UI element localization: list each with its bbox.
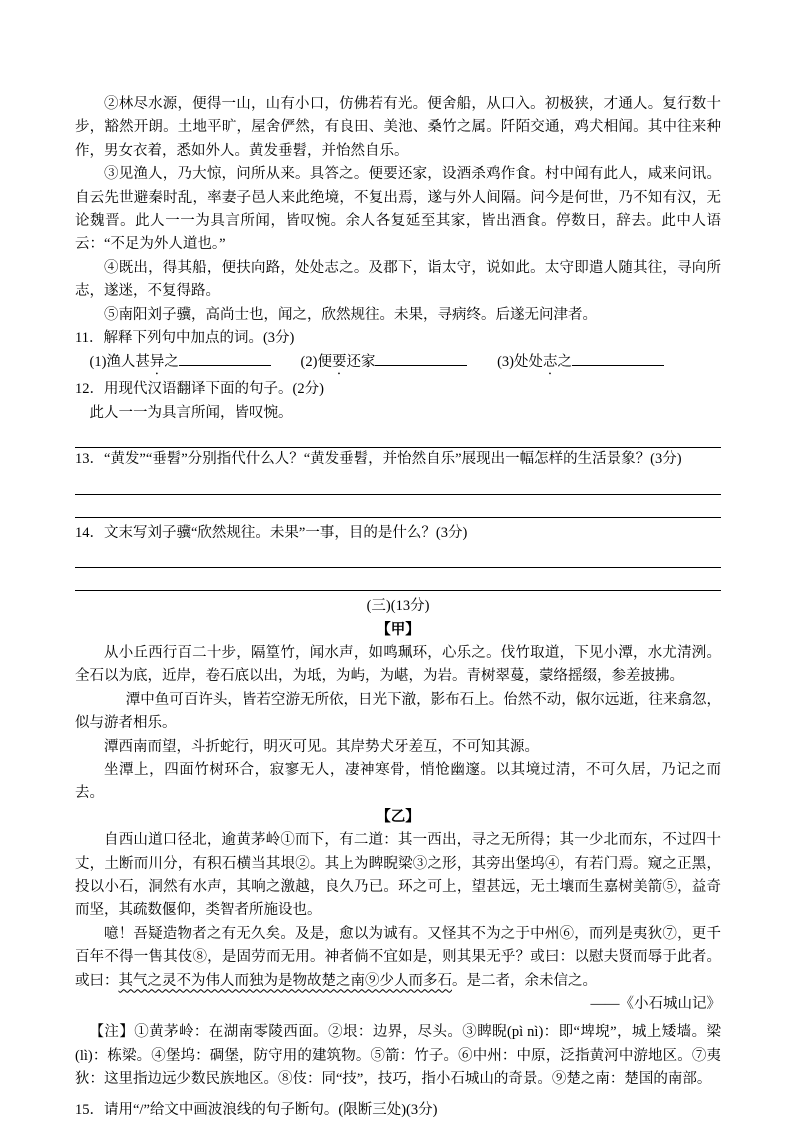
exam-content — [75, 93, 721, 1122]
q11-item-2-dotted-word: 要 — [331, 354, 347, 371]
q11-item-1-pre: (1)渔人甚 — [89, 354, 150, 371]
answer-line — [75, 545, 721, 568]
yi-paragraph-1: 自西山道口径北，逾黄茅岭①而下，有二道：其一西出，寻之无所得；其一少北而东，不过四十丈，土断而川分，有积石横当其垠②。其上为睥睨梁③之形，其旁出堡坞④，有若门焉。窥之正黑，投以小石，洞然有水声，其响之激越，良久乃已。环之可上，望甚远，无土壤而生嘉树美箭⑤，益奇而坚，其疏数偃仰，类智者所施设也。 — [75, 832, 721, 919]
jia-paragraph-4: 坐潭上，四面竹树环合，寂寥无人，凄神寒骨，悄怆幽邃。以其境过清，不可久居，乃记之而去。 — [75, 761, 721, 802]
passage-paragraph-3: ③见渔人，乃大惊，问所从来。具答之。便要还家，设酒杀鸡作食。村中闻有此人，咸来问讯。自云先世避秦时乱，率妻子邑人来此绝境，不复出焉，遂与外人间隔。问今是何世，乃不知有汉，无论魏晋。此人一一为具言所闻，皆叹惋。余人各复延至其家，皆出酒食。停数日，辞去。此中人语云：“不足为外人道也。” — [75, 166, 721, 253]
q11-item-1-dotted-word: 异 — [149, 354, 165, 371]
answer-blank — [572, 350, 664, 366]
q11-item-2 — [301, 354, 468, 370]
q11-item-3-post: 之 — [557, 354, 573, 371]
yi-paragraph-2 — [75, 923, 721, 993]
q11-item-2-post: 还家 — [346, 354, 376, 371]
jia-paragraph-1: 从小丘西行百二十步，隔篁竹，闻水声，如鸣珮环，心乐之。伐竹取道，下见小潭，水尤清洌。全石以为底，近岸，卷石底以出，为坻，为屿，为嵁，为岩。青树翠蔓，蒙络摇缀，参差披拂。 — [75, 644, 721, 685]
q11-item-3 — [497, 354, 664, 370]
q11-item-3-dotted-word: 志 — [543, 354, 558, 371]
answer-line — [75, 495, 721, 518]
passage-paragraph-5: ⑤南阳刘子骥，高尚士也，闻之，欣然规往。未果，寻病终。后遂无问津者。 — [104, 306, 597, 323]
source-attribution: ——《小石城山记》 — [590, 996, 721, 1012]
question-12-stem: 12．用现代汉语翻译下面的句子。(2分) — [75, 381, 324, 398]
footnotes: 【注】①黄茅岭：在湖南零陵西面。②垠：边界，尽头。③睥睨(pì nì)：即“埤堄”，城上矮墙。梁(lì)：栋梁。④堡坞：碉堡，防守用的建筑物。⑤箭：竹子。⑥中州：中原，泛指黄河中游地区。⑦夷狄：这里指边远少数民族地区。⑧伎：同“技”，技巧，指小石城山的奇景。⑨楚之南：楚国的南部。 — [75, 1024, 721, 1088]
passage-paragraph-4: ④既出，得其船，便扶向路，处处志之。及郡下，诣太守，说如此。太守即遣人随其往，寻向所志，遂迷，不复得路。 — [75, 259, 721, 300]
section-three-header: (三)(13分) — [366, 598, 430, 615]
yi-paragraph-2-post: 。是二者，余未信之。 — [452, 972, 597, 989]
passage-paragraph-2: ②林尽水源，便得一山，山有小口，仿佛若有光。便舍船，从口入。初极狭，才通人。复行数十步，豁然开朗。土地平旷，屋舍俨然，有良田、美池、桑竹之属。阡陌交通，鸡犬相闻。其中往来种作，男女衣着，悉如外人。黄发垂髫，并怡然自乐。 — [75, 96, 721, 159]
answer-blank — [179, 350, 271, 366]
question-14-stem: 14．文末写刘子骥“欣然规往。未果”一事，目的是什么？(3分) — [75, 524, 468, 541]
yi-paragraph-2-pre: 噫！吾疑造物者之有无久矣。及是，愈以为诚有。又怪其不为之于中州⑥，而列是夷狄⑦，更千百年不得一售其伎⑧，是固劳而无用。神者倘不宜如是，则其果无乎？或曰：以慰夫贤而辱于此者。或曰： — [75, 925, 721, 989]
wavy-underlined-sentence: 其气之灵不为伟人而独为是物故楚之南⑨少人而多石 — [118, 972, 452, 989]
q11-item-1-post: 之 — [164, 354, 179, 371]
answer-line — [75, 568, 721, 591]
question-12-sentence: 此人一一为具言所闻，皆叹惋。 — [89, 404, 293, 421]
q11-item-2-pre: (2)便 — [300, 354, 332, 371]
jia-paragraph-2: 潭中鱼可百许头，皆若空游无所依，日光下澈，影布石上。佁然不动，俶尔远逝，往来翕忽，似与游者相乐。 — [75, 691, 721, 732]
jia-paragraph-3: 潭西南而望，斗折蛇行，明灭可见。其岸势犬牙差互，不可知其源。 — [104, 738, 539, 755]
answer-line — [75, 425, 721, 448]
jia-heading: 【甲】 — [376, 621, 420, 638]
q11-item-1 — [90, 354, 271, 370]
yi-heading: 【乙】 — [376, 808, 420, 825]
answer-blank — [375, 350, 467, 366]
q11-item-3-pre: (3)处处 — [497, 354, 544, 371]
question-11-items — [75, 350, 721, 378]
answer-line — [75, 472, 721, 495]
question-11-stem: 11．解释下列句中加点的词。(3分) — [75, 330, 295, 347]
question-15-stem: 15．请用“/”给文中画波浪线的句子断句。(限断三处)(3分) — [75, 1101, 438, 1118]
question-13-stem: 13．“黄发”“垂髫”分别指代什么人？“黄发垂髫，并怡然自乐”展现出一幅怎样的生活景象？(3分) — [75, 451, 682, 468]
